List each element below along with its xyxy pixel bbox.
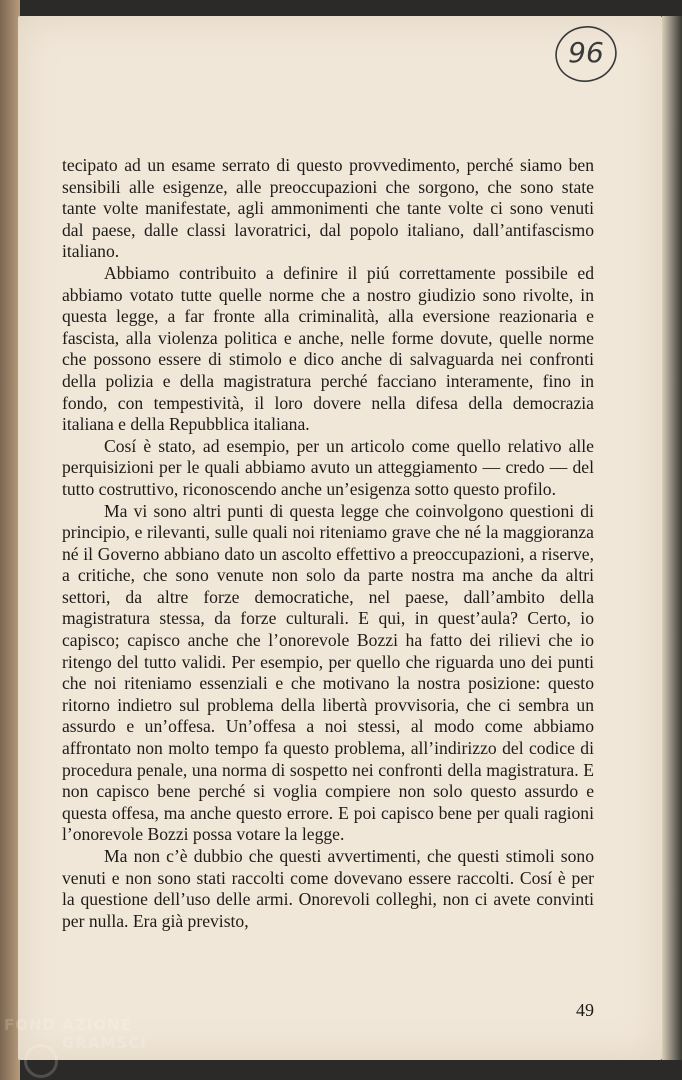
watermark-line-1: FOND AZIONE <box>4 1016 132 1034</box>
page-number: 49 <box>576 1000 594 1020</box>
paragraph: Cosí è stato, ad esempio, per un articolo come quello relativo alle perquisizioni per le quali abbiamo avuto un atteggiamento — credo — del tutto costruttivo, riconoscendo anche un’esigenza sotto questo profilo. <box>62 435 594 499</box>
paragraph: Abbiamo contribuito a definire il piú correttamente possibile ed abbiamo votato tutte quelle norme che a nostro giudizio sono rivolte, in questa legge, a far fronte alla criminalità, alla eversione reazionaria e fascista, alla violenza politica e anche, nelle forme dovute, quelle norme che possono essere di stimolo e dico anche di salvaguarda nei confronti della polizia e della magistratura perché facciano interamente, fino in fondo, con tempestività, il loro dovere nella difesa della democrazia italiana e della Repubblica italiana. <box>62 262 594 435</box>
page-edge-shadow <box>662 16 682 1060</box>
paragraph: Ma non c’è dubbio che questi avvertimenti, che questi stimoli sono venuti e non sono stati raccolti come dovevano essere raccolti. Cosí è per la questione dell’uso delle armi. Onorevoli colleghi, non ci avete convinti per nulla. Era già previsto, <box>62 846 594 931</box>
folio-stamp-number: 96 <box>568 36 604 69</box>
body-text <box>62 155 594 932</box>
watermark-line-2: GRAMSCI <box>62 1034 147 1052</box>
paragraph: tecipato ad un esame serrato di questo provvedimento, perché siamo ben sensibili alle esigenze, alle preoccupazioni che sorgono, che sono state tante volte manifestate, agli ammonimenti che tante volte ci sono venuti dal paese, dalle classi lavoratrici, dal popolo italiano, dall’antifascismo italiano. <box>62 155 594 262</box>
folio-stamp <box>552 22 620 86</box>
paragraph: Ma vi sono altri punti di questa legge che coinvolgono questioni di principio, e rilevanti, sulle quali noi riteniamo grave che né la maggioranza né il Governo abbiano dato un ascolto effettivo a preoccupazioni, a riserve, a critiche, che sono venute non solo da parte nostra ma anche da altri settori, da altre forze democratiche, nel paese, dall’ambito della magistratura stessa, da forze culturali. E qui, in quest’aula? Certo, io capisco; capisco anche che l’onorevole Bozzi ha fatto dei rilievi che io ritengo del tutto validi. Per esempio, per quello che riguarda uno dei punti che noi riteniamo essenziali e che motivano la nostra posizione: questo ritorno indietro sul problema della libertà provvisoria, che ci sembra un assurdo e un’offesa. Un’offesa a noi stessi, al modo come abbiamo affrontato non molto tempo fa questo problema, all’indirizzo del codice di procedura penale, una norma di sospetto nei confronti della magistratura. E non capisco bene perché si voglia compiere non solo questo assurdo e questa offesa, ma anche questo errore. E poi capisco bene per quali ragioni l’onorevole Bozzi possa votare la legge. <box>62 500 594 845</box>
archive-watermark <box>4 1010 154 1076</box>
book-gutter <box>0 0 20 1080</box>
watermark-logo-icon <box>24 1044 58 1078</box>
